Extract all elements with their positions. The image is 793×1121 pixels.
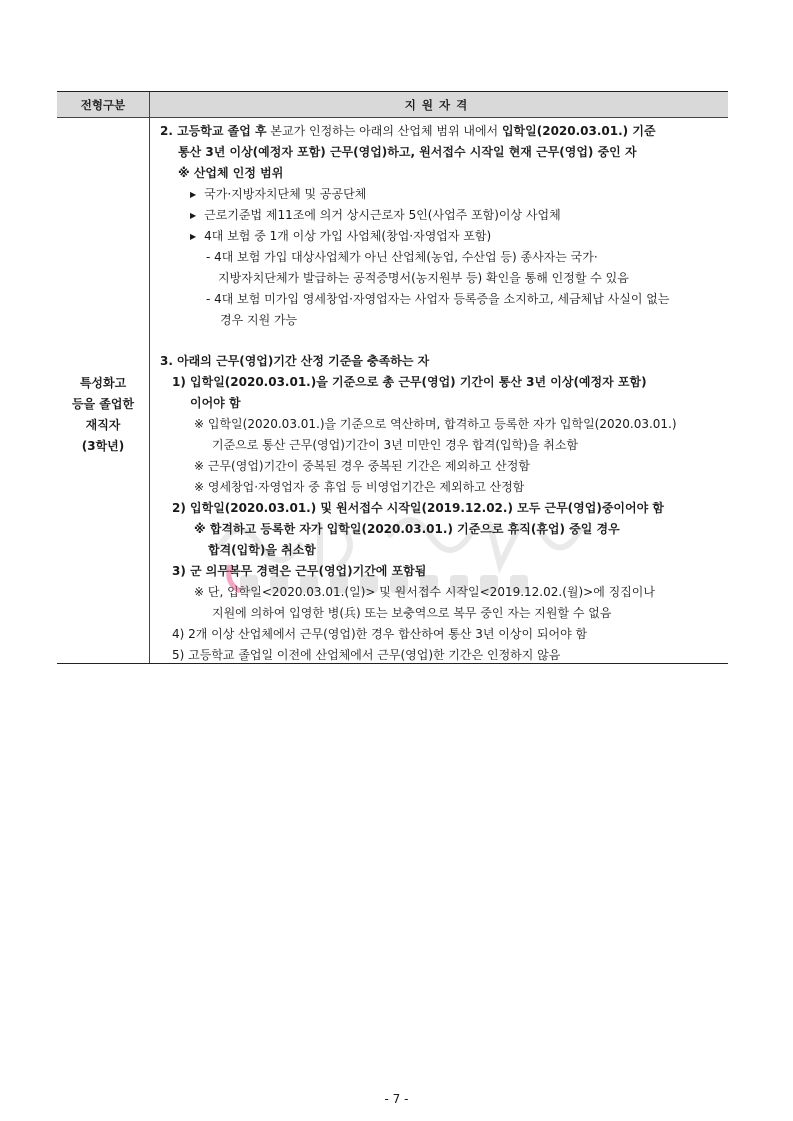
bullet-item <box>190 184 366 205</box>
section3-item2-note-a: ※ 합격하고 등록한 자가 입학일(2020.03.01.) 기준으로 휴직(휴업) 중일 경우 <box>194 522 620 536</box>
section3-item2-note-b: 합격(입학)을 취소함 <box>208 543 316 557</box>
section3-item1-b: 이어야 함 <box>190 396 241 410</box>
section3-note2: ※ 근무(영업)기간이 중복된 경우 중복된 기간은 제외하고 산정함 <box>194 459 530 473</box>
table-body-row <box>57 118 728 663</box>
table-header-row <box>57 92 728 118</box>
section3-title: 3. 아래의 근무(영업)기간 산정 기준을 충족하는 자 <box>160 354 430 368</box>
triangle-bullet-icon: ▶ <box>190 232 197 241</box>
section3-note1-b: 기준으로 통산 근무(영업)기간이 3년 미만인 경우 합격(입학)을 취소함 <box>212 438 579 452</box>
header-qualification: 지원자격 <box>404 97 474 112</box>
section3-item3-note-a: ※ 단, 입학일<2020.03.01.(일)> 및 원서접수 시작일<2019.12.02.(월)>에 징집이나 <box>194 585 655 599</box>
section2-title-line2: 통산 3년 이상(예정자 포함) 근무(영업)하고, 원서접수 시작일 현재 근무(영업) 중인 자 <box>178 145 637 159</box>
header-category: 전형구분 <box>57 92 150 117</box>
triangle-bullet-icon: ▶ <box>190 211 197 220</box>
sub-item-2a: - 4대 보험 미가입 영세창업·자영업자는 사업자 등록증을 소지하고, 세금체납 사실이 없는 <box>206 292 670 306</box>
section3-note3: ※ 영세창업·자영업자 중 휴업 등 비영업기간은 제외하고 산정함 <box>194 480 525 494</box>
section3-item5: 5) 고등학교 졸업일 이전에 산업체에서 근무(영업)한 기간은 인정하지 않음 <box>172 648 561 662</box>
sub-item-2b: 경우 지원 가능 <box>220 313 298 327</box>
section3-item3: 3) 군 의무복무 경력은 근무(영업)기간에 포함됨 <box>172 564 427 578</box>
qualification-cell <box>150 118 728 663</box>
section2-note: ※ 산업체 인정 범위 <box>178 166 284 180</box>
category-line: (3학년) <box>81 439 125 453</box>
page-number: - 7 - <box>384 1092 409 1106</box>
category-line: 재직자 <box>85 418 121 432</box>
section2-title-normal: 본교가 인정하는 아래의 산업체 범위 내에서 <box>266 124 502 138</box>
bullet-text: 근로기준법 제11조에 의거 상시근로자 5인(사업주 포함)이상 사업체 <box>204 208 561 222</box>
bullet-item <box>190 205 561 226</box>
category-label <box>57 373 149 457</box>
section3-item1-a: 1) 입학일(2020.03.01.)을 기준으로 총 근무(영업) 기간이 통산 3년 이상(예정자 포함) <box>172 375 647 389</box>
category-line: 등을 졸업한 <box>71 397 135 411</box>
section3-item3-note-b: 지원에 의하여 입영한 병(兵) 또는 보충역으로 복무 중인 자는 지원할 수 없음 <box>212 606 612 620</box>
section2-title-bold-a: 2. 고등학교 졸업 후 <box>160 124 267 138</box>
section2-title <box>160 121 656 141</box>
bullet-text: 4대 보험 중 1개 이상 가입 사업체(창업·자영업자 포함) <box>204 229 492 243</box>
section3-note1-a: ※ 입학일(2020.03.01.)을 기준으로 역산하며, 합격하고 등록한 자가 입학일(2020.03.01.) <box>194 417 677 431</box>
category-line: 특성화고 <box>79 376 127 390</box>
section2-title-bold-b: 입학일(2020.03.01.) 기준 <box>501 124 656 138</box>
section3-item4: 4) 2개 이상 산업체에서 근무(영업)한 경우 합산하여 통산 3년 이상이 되어야 함 <box>172 627 588 641</box>
sub-item-1b: 지방자치단체가 발급하는 공적증명서(농지원부 등) 확인을 통해 인정할 수 있음 <box>218 271 629 285</box>
category-cell <box>57 118 150 663</box>
section3-item2: 2) 입학일(2020.03.01.) 및 원서접수 시작일(2019.12.02.) 모두 근무(영업)중이어야 함 <box>172 501 664 515</box>
sub-item-1a: - 4대 보험 가입 대상사업체가 아닌 산업체(농업, 수산업 등) 종사자는 국가· <box>206 250 598 264</box>
triangle-bullet-icon: ▶ <box>190 190 197 199</box>
bullet-item <box>190 226 491 247</box>
bullet-text: 국가·지방자치단체 및 공공단체 <box>204 187 367 201</box>
admission-qualification-table <box>57 91 728 664</box>
